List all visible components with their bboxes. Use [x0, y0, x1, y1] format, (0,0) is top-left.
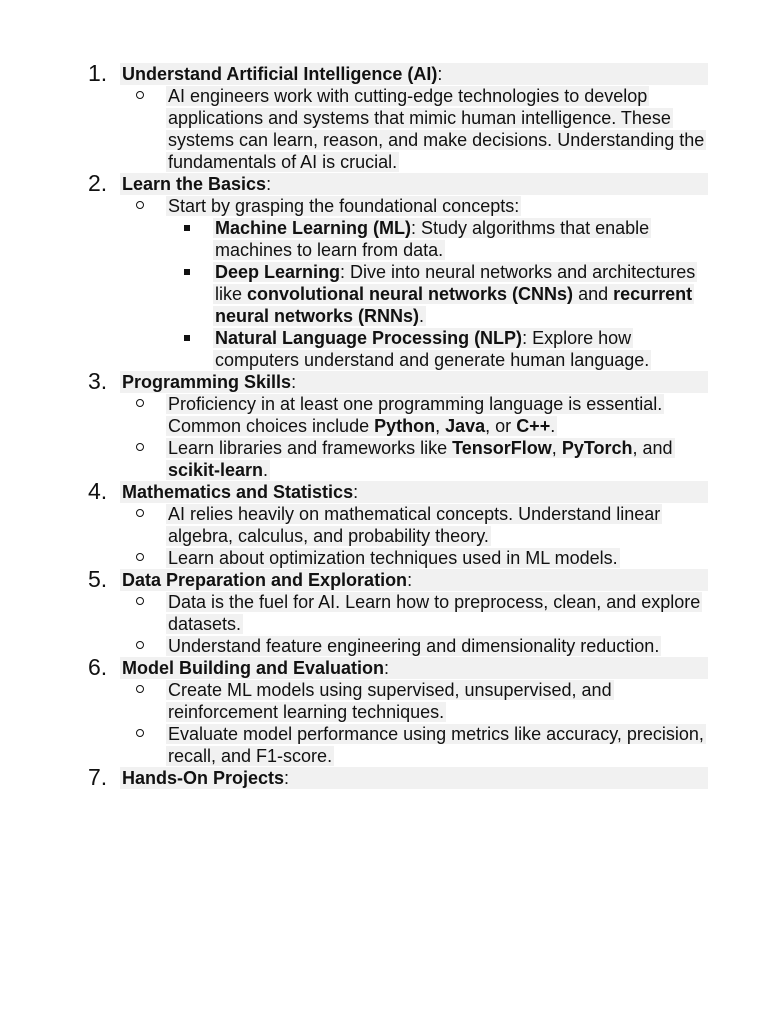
circle-bullet-icon	[136, 443, 144, 451]
item-number: 1.	[88, 60, 108, 86]
list-item-mathematics	[88, 478, 708, 569]
item-number: 3.	[88, 368, 108, 394]
term-description: .	[419, 306, 425, 326]
item-heading	[120, 173, 708, 195]
sub-item-text: Evaluate model performance using metrics like accuracy, precision, recall, and F1-score.	[168, 724, 704, 766]
sub-item-text: Data is the fuel for AI. Learn how to preprocess, clean, and explore datasets.	[168, 592, 701, 634]
sub-item-text: , or	[485, 416, 517, 436]
sub-list	[120, 679, 708, 767]
item-colon: :	[407, 570, 413, 590]
item-heading	[120, 481, 708, 503]
sub-item-text: Proficiency in at least one programming language is essential. Common choices include	[168, 394, 663, 436]
item-heading	[120, 371, 708, 393]
sub-item	[120, 503, 708, 547]
sub-item-text: .	[550, 416, 556, 436]
sub-list	[120, 85, 708, 173]
list-item-model-building	[88, 654, 708, 767]
circle-bullet-icon	[136, 509, 144, 517]
sub-item-text: Understand feature engineering and dimensionality reduction.	[168, 636, 660, 656]
sub-list	[120, 195, 708, 371]
circle-bullet-icon	[136, 685, 144, 693]
sub-item	[120, 393, 708, 437]
sub-item-text: .	[263, 460, 269, 480]
square-bullet-icon	[184, 269, 190, 275]
sub-item	[120, 591, 708, 635]
circle-bullet-icon	[136, 641, 144, 649]
numbered-list	[88, 60, 708, 790]
item-heading	[120, 569, 708, 591]
item-title: Data Preparation and Exploration	[122, 570, 408, 590]
item-colon: :	[437, 64, 443, 84]
sub-item-text: Create ML models using supervised, unsupervised, and reinforcement learning techniques.	[168, 680, 612, 722]
item-heading	[120, 657, 708, 679]
list-item-programming-skills	[88, 368, 708, 481]
sub-item-text: ,	[435, 416, 446, 436]
sub-list	[120, 503, 708, 569]
list-item-hands-on-projects	[88, 764, 708, 790]
item-title: Mathematics and Statistics	[122, 482, 354, 502]
bold-term: Natural Language Processing (NLP)	[215, 328, 523, 348]
bold-term: scikit-learn	[168, 460, 264, 480]
sub-list	[120, 393, 708, 481]
square-bullet-icon	[184, 225, 190, 231]
bold-term: Java	[445, 416, 486, 436]
term-description: and	[573, 284, 614, 304]
sub-item	[120, 723, 708, 767]
bold-term: Deep Learning	[215, 262, 341, 282]
item-title: Programming Skills	[122, 372, 292, 392]
term-description: : Explore how computers understand and generate human language.	[215, 328, 650, 370]
bold-term: TensorFlow	[452, 438, 552, 458]
sub-item-text: AI engineers work with cutting-edge technologies to develop applications and systems that mimic human intelligence. These systems can learn, reason, and make decisions. Understanding the fundamentals of AI is crucial.	[168, 86, 705, 172]
sub-item	[120, 437, 708, 481]
item-number: 7.	[88, 764, 108, 790]
sub-sub-list	[166, 217, 708, 371]
item-colon: :	[284, 768, 290, 788]
sub-sub-item-ml	[166, 217, 708, 261]
sub-list	[120, 591, 708, 657]
sub-item	[120, 635, 708, 657]
circle-bullet-icon	[136, 553, 144, 561]
sub-sub-item-deep-learning	[166, 261, 708, 327]
bold-term: convolutional neural networks (CNNs)	[247, 284, 574, 304]
item-colon: :	[384, 658, 390, 678]
sub-item-text: , and	[632, 438, 673, 458]
item-heading	[120, 63, 708, 85]
sub-item-text: Learn libraries and frameworks like	[168, 438, 453, 458]
bold-term: Machine Learning (ML)	[215, 218, 412, 238]
item-number: 4.	[88, 478, 108, 504]
list-item-data-preparation	[88, 566, 708, 657]
sub-item-text: AI relies heavily on mathematical concepts. Understand linear algebra, calculus, and probability theory.	[168, 504, 661, 546]
item-number: 5.	[88, 566, 108, 592]
bold-term: C++	[516, 416, 551, 436]
sub-item-text: Start by grasping the foundational concepts:	[168, 196, 520, 216]
item-title: Hands-On Projects	[122, 768, 285, 788]
item-number: 2.	[88, 170, 108, 196]
sub-item	[120, 195, 708, 371]
circle-bullet-icon	[136, 399, 144, 407]
item-title: Model Building and Evaluation	[122, 658, 385, 678]
list-item-understand-ai	[88, 60, 708, 173]
term-description: : Study algorithms that enable machines to learn from data.	[215, 218, 650, 260]
circle-bullet-icon	[136, 729, 144, 737]
bold-term: recurrent neural networks (RNNs)	[215, 284, 693, 326]
item-title: Understand Artificial Intelligence (AI)	[122, 64, 438, 84]
list-item-learn-basics	[88, 170, 708, 371]
item-colon: :	[291, 372, 297, 392]
bold-term: PyTorch	[561, 438, 633, 458]
item-number: 6.	[88, 654, 108, 680]
bold-term: Python	[374, 416, 436, 436]
sub-item	[120, 679, 708, 723]
sub-item	[120, 85, 708, 173]
term-description: : Dive into neural networks and architectures like	[215, 262, 696, 304]
sub-item	[120, 547, 708, 569]
circle-bullet-icon	[136, 91, 144, 99]
item-title: Learn the Basics	[122, 174, 267, 194]
sub-item-text: ,	[551, 438, 562, 458]
sub-sub-item-nlp	[166, 327, 708, 371]
item-colon: :	[266, 174, 272, 194]
item-colon: :	[353, 482, 359, 502]
circle-bullet-icon	[136, 597, 144, 605]
square-bullet-icon	[184, 335, 190, 341]
sub-item-text: Learn about optimization techniques used in ML models.	[168, 548, 618, 568]
item-heading	[120, 767, 708, 789]
circle-bullet-icon	[136, 201, 144, 209]
